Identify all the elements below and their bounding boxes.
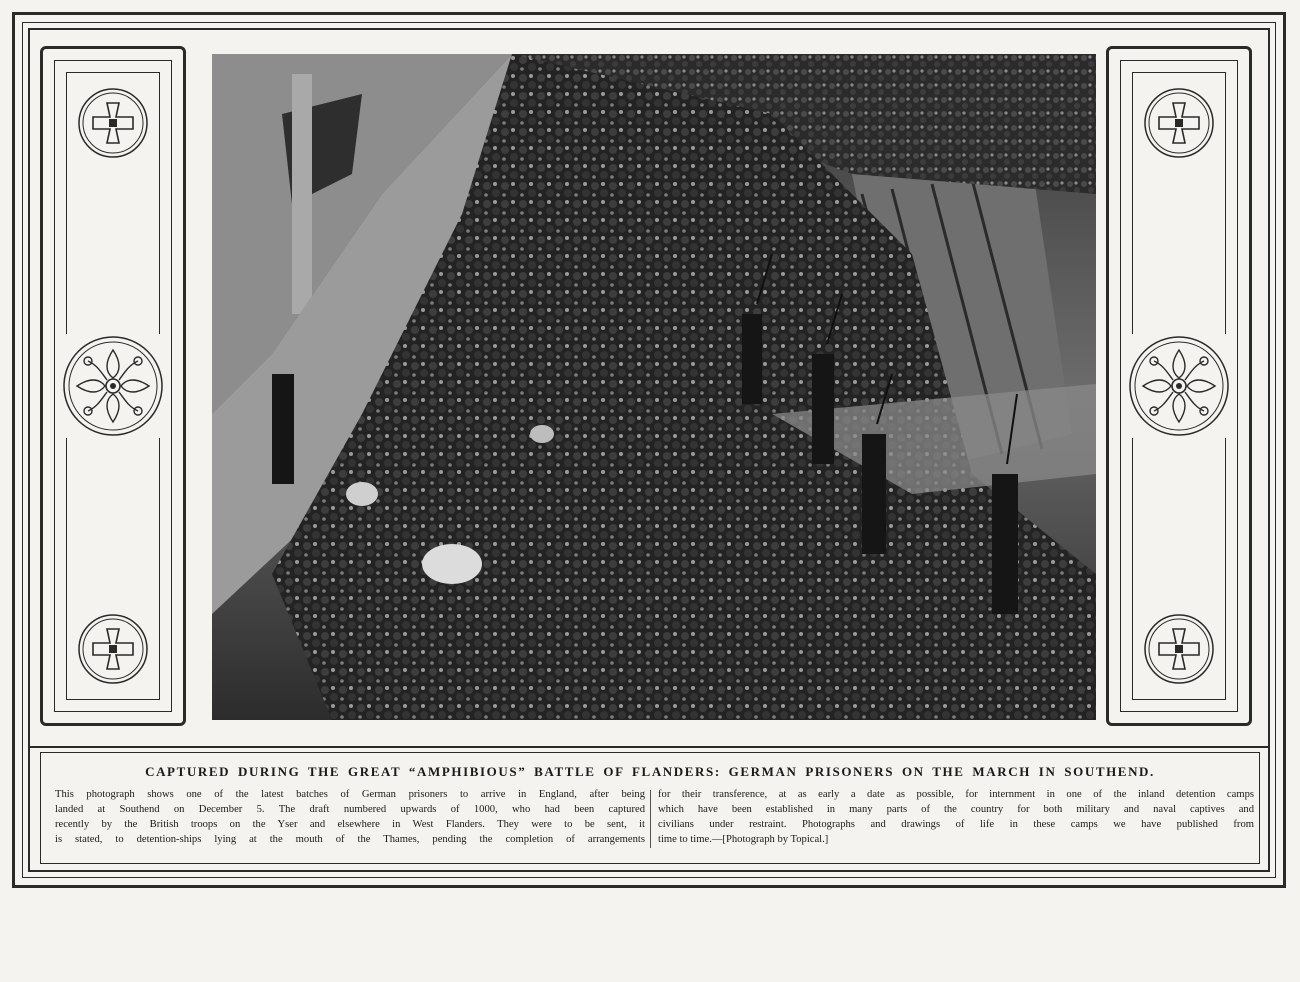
caption-line: This photograph shows one of the latest batches of German prisoners to arrive in England, after being <box>55 789 645 800</box>
caption-line: which have been established in many parts of the country for both military and naval captives and <box>658 804 1254 815</box>
iron-cross-icon <box>76 86 150 160</box>
iron-cross-icon <box>76 612 150 686</box>
caption-column-right <box>658 787 1254 847</box>
headline: CAPTURED DURING THE GREAT “AMPHIBIOUS” BATTLE OF FLANDERS: GERMAN PRISONERS ON THE MARCH IN SOUTHEND. <box>145 764 1155 779</box>
iron-cross-icon <box>1142 86 1216 160</box>
caption-column-left <box>55 787 645 847</box>
caption-line: landed at Southend on December 5. The draft numbered upwards of 1000, who had been captured <box>55 804 645 815</box>
iron-cross-icon <box>1142 612 1216 686</box>
prisoners-march-photograph <box>212 54 1096 720</box>
left-ornament-panel <box>40 46 186 726</box>
caption-line: time to time.—[Photograph by Topical.] <box>658 834 829 845</box>
right-ornament-panel <box>1106 46 1252 726</box>
column-divider <box>650 790 651 848</box>
caption-line: civilians under restraint. Photographs and drawings of life in these camps we have published from <box>658 819 1254 830</box>
caption-line: recently by the British troops on the Yser and elsewhere in West Flanders. They were to be sent, it <box>55 819 645 830</box>
rosette-icon <box>61 334 165 438</box>
caption-line: for their transference, at as early a date as possible, for internment in one of the inland detention camps <box>658 789 1254 800</box>
caption-line: is stated, to detention-ships lying at the mouth of the Thames, pending the completion of arrangements <box>55 834 645 845</box>
rosette-icon <box>1127 334 1231 438</box>
